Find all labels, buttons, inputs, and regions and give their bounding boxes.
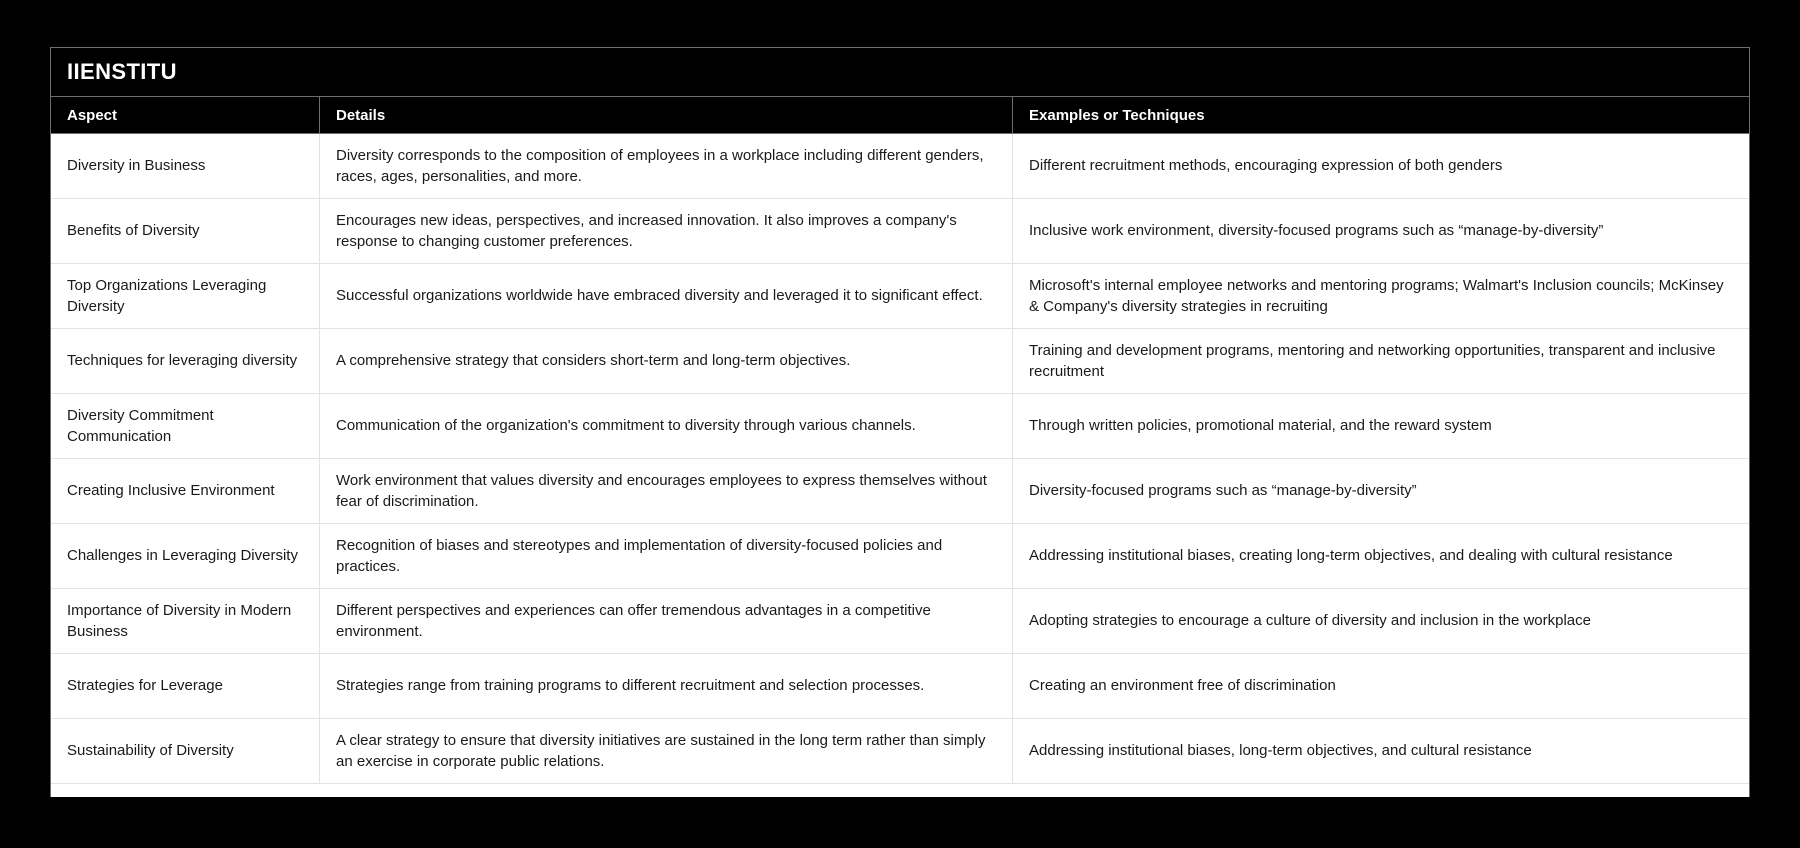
- table-row: [51, 134, 1749, 199]
- cell-examples: Training and development programs, mentoring and networking opportunities, transparent and inclusive recruitment: [1029, 341, 1716, 380]
- cell-examples: Addressing institutional biases, long-term objectives, and cultural resistance: [1029, 742, 1532, 760]
- column-header-aspect: Aspect: [51, 97, 320, 133]
- cell-examples: Creating an environment free of discrimination: [1029, 677, 1336, 695]
- table-row: [51, 589, 1749, 654]
- cell-details: Diversity corresponds to the composition of employees in a workplace including different genders, races, ages, personalities, and more.: [320, 134, 1013, 198]
- cell-details: Different perspectives and experiences can offer tremendous advantages in a competitive environment.: [320, 589, 1013, 653]
- diversity-table-card: [50, 47, 1750, 797]
- column-header-details: Details: [320, 97, 1013, 133]
- cell-aspect: Diversity Commitment Communication: [51, 394, 320, 458]
- cell-details: A comprehensive strategy that considers short-term and long-term objectives.: [320, 329, 1013, 393]
- brand-title: IIENSTITU: [67, 59, 177, 84]
- cell-aspect: Diversity in Business: [51, 134, 320, 198]
- cell-details: A clear strategy to ensure that diversity initiatives are sustained in the long term rather than simply an exercise in corporate public relations.: [320, 719, 1013, 783]
- cell-aspect: Strategies for Leverage: [51, 654, 320, 718]
- cell-aspect: Sustainability of Diversity: [51, 719, 320, 783]
- table-row: [51, 459, 1749, 524]
- cell-examples: Through written policies, promotional material, and the reward system: [1029, 417, 1492, 435]
- cell-aspect: Importance of Diversity in Modern Business: [51, 589, 320, 653]
- cell-examples: Addressing institutional biases, creating long-term objectives, and dealing with cultural resistance: [1029, 547, 1673, 565]
- cell-details: Encourages new ideas, perspectives, and increased innovation. It also improves a company's response to changing customer preferences.: [320, 199, 1013, 263]
- cell-examples: Adopting strategies to encourage a culture of diversity and inclusion in the workplace: [1029, 612, 1591, 630]
- table-row: [51, 394, 1749, 459]
- cell-details: Recognition of biases and stereotypes and implementation of diversity-focused policies and practices.: [320, 524, 1013, 588]
- table-body: [51, 134, 1749, 797]
- table-header-row: [51, 97, 1749, 134]
- brand-bar: [51, 48, 1749, 97]
- cell-aspect: Creating Inclusive Environment: [51, 459, 320, 523]
- table-row: [51, 329, 1749, 394]
- cell-details: Strategies range from training programs to different recruitment and selection processes.: [320, 654, 1013, 718]
- cell-details: Successful organizations worldwide have embraced diversity and leveraged it to significant effect.: [320, 264, 1013, 328]
- cell-examples: Different recruitment methods, encouraging expression of both genders: [1029, 157, 1503, 175]
- cell-aspect: Top Organizations Leveraging Diversity: [51, 264, 320, 328]
- cell-examples: Microsoft's internal employee networks and mentoring programs; Walmart's Inclusion councils; McKinsey & Company's diversity strategies in recruiting: [1029, 276, 1724, 315]
- table-row: [51, 524, 1749, 589]
- table-row: [51, 719, 1749, 784]
- cell-aspect: Techniques for leveraging diversity: [51, 329, 320, 393]
- column-header-examples: Examples or Techniques: [1029, 106, 1205, 124]
- table-row: [51, 264, 1749, 329]
- table-row: [51, 654, 1749, 719]
- cell-aspect: Benefits of Diversity: [51, 199, 320, 263]
- cell-examples: Inclusive work environment, diversity-focused programs such as “manage-by-diversity”: [1029, 222, 1604, 240]
- cell-details: Work environment that values diversity and encourages employees to express themselves without fear of discrimination.: [320, 459, 1013, 523]
- table-row: [51, 199, 1749, 264]
- cell-examples: Diversity-focused programs such as “manage-by-diversity”: [1029, 482, 1417, 500]
- cell-details: Communication of the organization's commitment to diversity through various channels.: [320, 394, 1013, 458]
- cell-aspect: Challenges in Leveraging Diversity: [51, 524, 320, 588]
